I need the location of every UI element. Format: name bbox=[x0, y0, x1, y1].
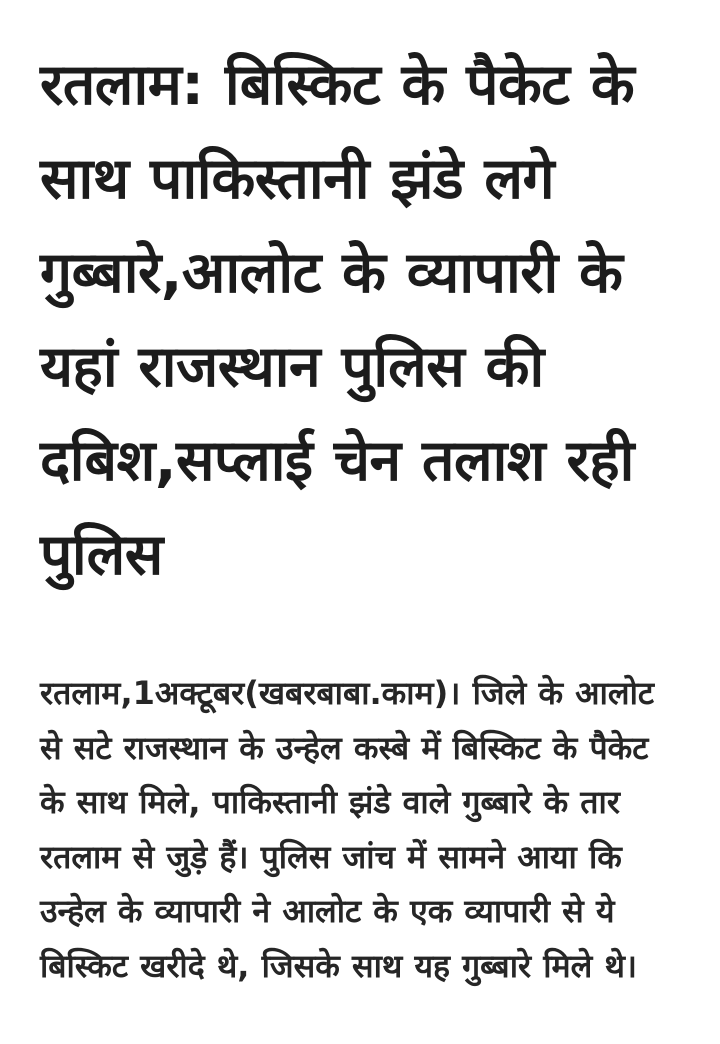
article-headline: रतलाम: बिस्किट के पैकेट के साथ पाकिस्तानी झंडे लगे गुब्बारे,आलोट के व्यापारी के यहां राजस्थान पुलिस की दबिश,सप्लाई चेन तलाश रही पुलिस bbox=[40, 52, 635, 588]
article-body: रतलाम,1अक्टूबर(खबरबाबा.काम)। जिले के आलोट से सटे राजस्थान के उन्हेल कस्बे में बिस्किट के पैकेट के साथ मिले, पाकिस्तानी झंडे वाले गुब्बारे के तार रतलाम से जुड़े हैं। पुलिस जांच में सामने आया कि उन्हेल के व्यापारी ने आलोट के एक व्यापारी से ये बिस्किट खरीदे थे, जिसके साथ यह गुब्बारे मिले थे। bbox=[40, 674, 654, 985]
